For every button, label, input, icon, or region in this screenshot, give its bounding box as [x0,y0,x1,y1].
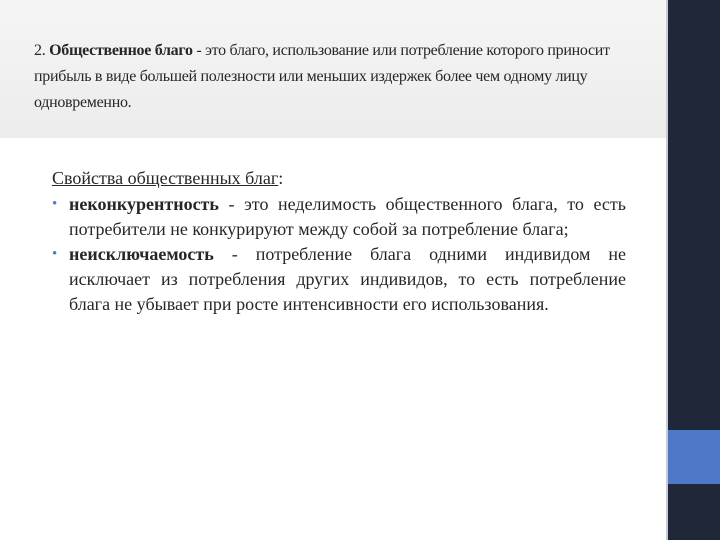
title-definition: - это благо, использование или потребление которого приносит прибыль в виде большей полезности или меньших издержек более чем одному лицу одновременно. [34,42,610,111]
properties-heading [52,166,626,191]
accent-square [668,430,720,484]
bullet-icon: • [52,196,58,212]
bullet-icon: • [52,246,58,262]
property-text: - это неделимость общественного блага, то есть потребители не конкурируют между собой за потребление блага; [69,194,626,239]
right-decoration [666,0,720,540]
properties-heading-colon: : [278,168,284,188]
property-item-nonrival [52,192,626,242]
slide-body [52,166,626,317]
title-term: Общественное благо [49,42,193,59]
property-item-nonexcludable [52,242,626,317]
properties-heading-text: Свойства общественных благ [52,168,279,188]
property-text: - потребление блага одними индивидом не исключает из потребления других индивидов, то есть потребление блага не убывает при росте интенсивности его использования. [69,244,626,314]
slide-title [34,38,654,116]
property-term: неисключаемость [69,244,214,264]
title-number: 2. [34,42,46,59]
property-term: неконкурентность [69,194,219,214]
properties-list [52,192,626,317]
